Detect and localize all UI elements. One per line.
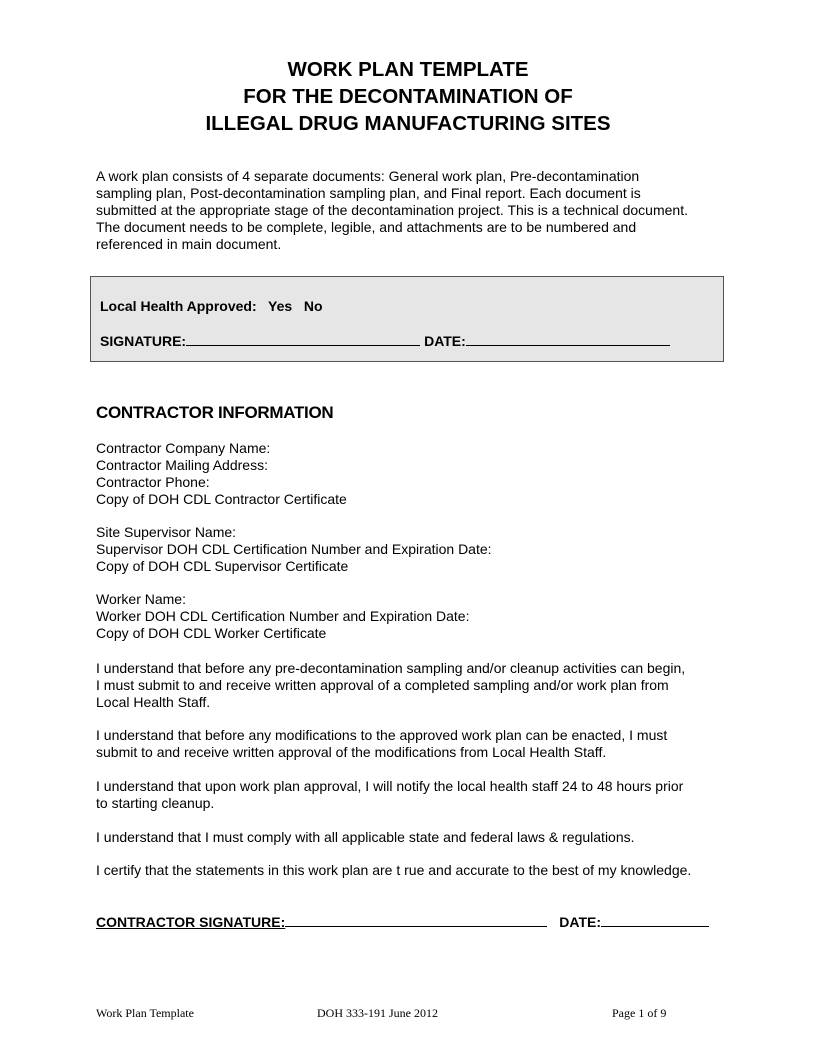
worker-fields <box>96 591 726 642</box>
contractor-signature-row <box>96 912 709 930</box>
approval-date-field[interactable] <box>466 331 670 346</box>
contractor-mailing-address-label: Contractor Mailing Address: <box>96 457 268 473</box>
statement-line: I understand that upon work plan approval, I will notify the local health staff 24 to 48 hours prior <box>96 778 684 794</box>
footer-left: Work Plan Template <box>96 1006 194 1020</box>
intro-line: The document needs to be complete, legible, and attachments are to be numbered and <box>96 219 637 235</box>
supervisor-certification-label: Supervisor DOH CDL Certification Number and Expiration Date: <box>96 541 492 557</box>
title-line-3: ILLEGAL DRUG MANUFACTURING SITES <box>205 112 611 135</box>
contractor-phone-label: Contractor Phone: <box>96 474 210 490</box>
signature-field[interactable] <box>186 331 420 346</box>
statement-line: I understand that I must comply with all applicable state and federal laws & regulations. <box>96 829 635 845</box>
contractor-certificate-label: Copy of DOH CDL Contractor Certificate <box>96 491 347 507</box>
worker-certification-label: Worker DOH CDL Certification Number and Expiration Date: <box>96 608 470 624</box>
statement-line: to starting cleanup. <box>96 795 215 811</box>
approval-yes-option[interactable]: Yes <box>268 298 293 314</box>
statement-paragraph <box>96 829 726 846</box>
statement-paragraph <box>96 660 726 711</box>
contractor-signature-field[interactable] <box>285 912 547 927</box>
contractor-date-label: DATE: <box>559 914 601 930</box>
local-health-approval-row <box>100 298 323 314</box>
contractor-fields <box>96 440 726 508</box>
supervisor-certificate-label: Copy of DOH CDL Supervisor Certificate <box>96 558 349 574</box>
intro-line: sampling plan, Post-decontamination sampling plan, and Final report. Each document is <box>96 185 641 201</box>
certification-statement <box>96 862 726 879</box>
statement-paragraph <box>96 778 726 812</box>
approval-no-option[interactable]: No <box>303 298 323 314</box>
title-line-2: FOR THE DECONTAMINATION OF <box>243 85 573 108</box>
title-line-1: WORK PLAN TEMPLATE <box>287 58 529 81</box>
intro-line: referenced in main document. <box>96 236 282 252</box>
footer-page-number: Page 1 of 9 <box>612 1006 667 1020</box>
statement-line: I certify that the statements in this work plan are t rue and accurate to the best of my knowledge. <box>96 862 692 878</box>
statement-line: I understand that before any pre-decontamination sampling and/or cleanup activities can begin, <box>96 660 686 676</box>
footer-center: DOH 333-191 June 2012 <box>317 1006 438 1020</box>
statement-line: I must submit to and receive written approval of a completed sampling and/or work plan from <box>96 677 669 693</box>
worker-certificate-label: Copy of DOH CDL Worker Certificate <box>96 625 327 641</box>
contractor-information-heading: CONTRACTOR INFORMATION <box>96 403 334 422</box>
approval-label: Local Health Approved: <box>100 298 257 314</box>
statement-line: Local Health Staff. <box>96 694 211 710</box>
contractor-signature-label: CONTRACTOR SIGNATURE: <box>96 914 286 930</box>
site-supervisor-name-label: Site Supervisor Name: <box>96 524 237 540</box>
statement-line: submit to and receive written approval of the modifications from Local Health Staff. <box>96 744 607 760</box>
approval-signature-row <box>100 331 670 349</box>
approval-date-label: DATE: <box>424 333 466 349</box>
worker-name-label: Worker Name: <box>96 591 186 607</box>
statement-line: I understand that before any modifications to the approved work plan can be enacted, I must <box>96 727 668 743</box>
signature-label: SIGNATURE: <box>100 333 187 349</box>
supervisor-fields <box>96 524 726 575</box>
contractor-company-name-label: Contractor Company Name: <box>96 440 271 456</box>
intro-paragraph <box>96 168 726 253</box>
intro-line: submitted at the appropriate stage of the decontamination project. This is a technical document. <box>96 202 688 218</box>
statement-paragraph <box>96 727 726 761</box>
approval-box <box>90 276 724 362</box>
contractor-date-field[interactable] <box>601 912 709 927</box>
intro-line: A work plan consists of 4 separate documents: General work plan, Pre-decontamination <box>96 168 640 184</box>
document-title <box>0 56 816 137</box>
